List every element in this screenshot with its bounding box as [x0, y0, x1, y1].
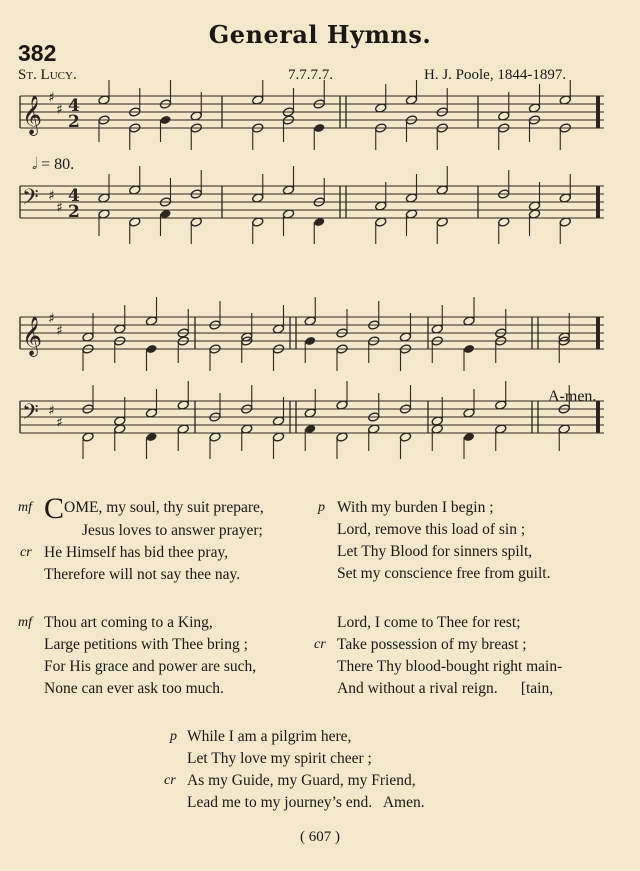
verse-line	[337, 678, 562, 700]
quarter-note	[304, 336, 316, 346]
verse-text: Lead me to my journey’s end. Amen.	[187, 794, 425, 811]
quarter-note	[463, 344, 475, 354]
time-signature: 2	[68, 202, 80, 222]
bass-clef-icon: 𝄢	[22, 185, 39, 215]
verse-line	[337, 656, 562, 678]
verse-text: Lord, remove this load of sin ;	[337, 521, 526, 538]
verse-line	[337, 612, 562, 634]
verse-line	[44, 520, 264, 542]
verse-line	[170, 726, 425, 748]
dynamic-mark: cr	[20, 545, 32, 560]
verse-line	[337, 541, 550, 563]
verse-text: There Thy blood-bought right main-	[337, 658, 563, 675]
verse-text: Jesus loves to answer prayer;	[82, 522, 263, 539]
verse-text: Large petitions with Thee bring ;	[44, 636, 248, 653]
verse-line	[44, 634, 256, 656]
verse-1	[18, 492, 264, 586]
verse-line	[44, 564, 264, 586]
dynamic-mark: cr	[314, 637, 326, 652]
verse-text: And without a rival reign. [tain,	[337, 680, 554, 697]
music-score	[0, 80, 640, 470]
sharp-icon: ♯	[48, 188, 55, 204]
quarter-note	[313, 123, 325, 133]
verse-line	[337, 563, 550, 585]
bass-clef-icon: 𝄢	[22, 400, 39, 430]
verse-line	[314, 634, 562, 656]
verse-line	[44, 656, 256, 678]
quarter-note	[145, 344, 157, 354]
amen-label: A-men.	[548, 388, 597, 405]
verse-text: For His grace and power are such,	[44, 658, 257, 675]
verse-5	[164, 726, 425, 814]
treble-clef-icon: 𝄞	[22, 95, 43, 135]
verse-text: While I am a pilgrim here,	[187, 728, 352, 745]
verse-text: Therefore will not say thee nay.	[44, 566, 241, 583]
sharp-icon: ♯	[56, 323, 63, 339]
verse-3	[18, 612, 257, 700]
verse-text: With my burden I begin ;	[337, 499, 494, 516]
verse-text: As my Guide, my Guard, my Friend,	[187, 772, 416, 789]
verse-text: Let Thy Blood for sinners spilt,	[337, 543, 533, 560]
composer: H. J. Poole, 1844-1897.	[424, 67, 567, 83]
tempo-marking: 𝅗𝅥 = 80.	[32, 156, 75, 173]
treble-clef-icon: 𝄞	[22, 316, 43, 356]
verse-line	[318, 497, 550, 519]
verse-text: None can ever ask too much.	[44, 680, 224, 697]
time-signature: 4	[68, 186, 80, 206]
verse-line	[18, 492, 264, 525]
dynamic-mark: p	[318, 500, 325, 515]
verse-text: OME, my soul, thy suit prepare,	[64, 499, 264, 516]
page-title: General Hymns.	[208, 20, 432, 49]
verse-2	[318, 497, 551, 585]
verse-text: He Himself has bid thee pray,	[44, 544, 229, 561]
verse-4	[314, 612, 563, 700]
verse-line	[187, 792, 425, 814]
sharp-icon: ♯	[56, 102, 63, 118]
verse-line	[44, 678, 256, 700]
time-signature: 4	[68, 96, 80, 116]
verse-text: Let Thy love my spirit cheer ;	[187, 750, 372, 767]
dynamic-mark: p	[170, 729, 177, 744]
quarter-note	[159, 115, 171, 125]
metre: 7.7.7.7.	[288, 67, 333, 83]
verse-line	[20, 542, 264, 564]
verse-line	[187, 748, 425, 770]
sharp-icon: ♯	[48, 90, 55, 106]
drop-cap: C	[44, 492, 65, 525]
dynamic-mark: mf	[18, 500, 32, 515]
tune-name: St. Lucy.	[18, 67, 77, 83]
verse-line	[18, 612, 256, 634]
verse-line	[164, 770, 425, 792]
verse-text: Take possession of my breast ;	[337, 636, 527, 653]
sharp-icon: ♯	[56, 415, 63, 431]
page-number: ( 607 )	[300, 829, 340, 845]
sharp-icon: ♯	[48, 311, 55, 327]
verse-text: Thou art coming to a King,	[44, 614, 213, 631]
verse-text: Lord, I come to Thee for rest;	[337, 614, 521, 631]
sharp-icon: ♯	[48, 403, 55, 419]
verse-line	[337, 519, 550, 541]
time-signature: 2	[68, 112, 80, 132]
dynamic-mark: cr	[164, 773, 176, 788]
sharp-icon: ♯	[56, 200, 63, 216]
hymn-number: 382	[18, 40, 57, 66]
verse-text: Set my conscience free from guilt.	[337, 565, 551, 582]
dynamic-mark: mf	[18, 615, 32, 630]
